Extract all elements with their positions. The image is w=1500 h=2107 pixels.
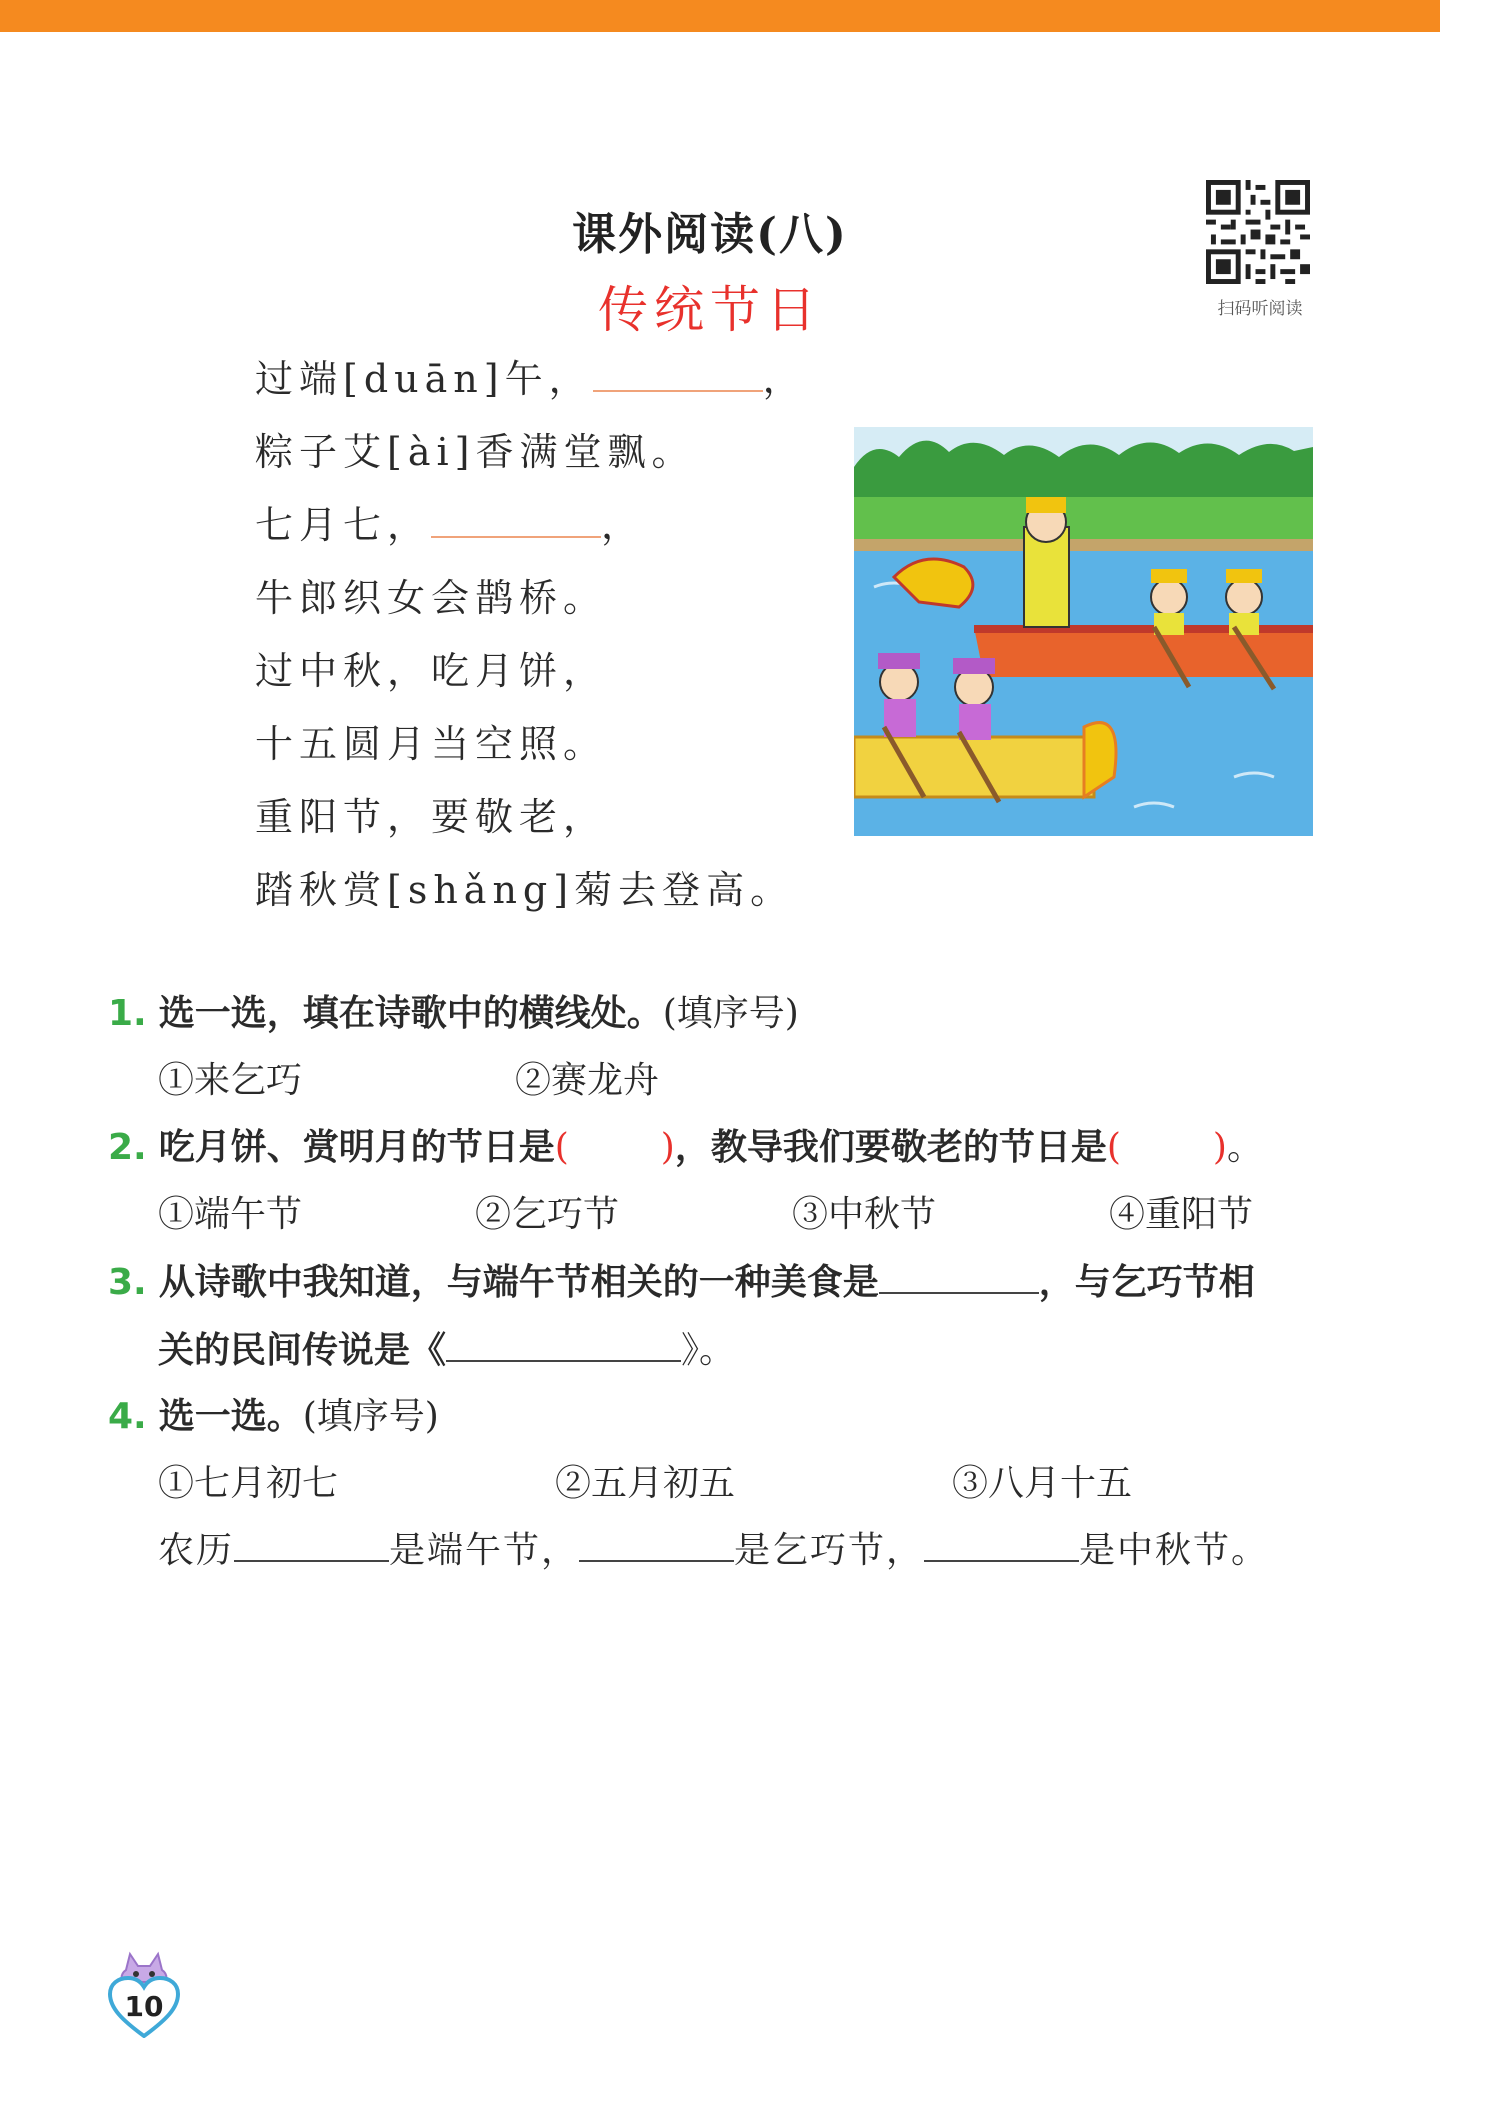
- question-number: 3.: [108, 1262, 147, 1303]
- poem-text: ，: [762, 357, 807, 401]
- answer-blank[interactable]: [446, 1330, 681, 1362]
- answer-line-text: 农历: [158, 1530, 235, 1571]
- option[interactable]: ④重阳节: [1109, 1194, 1254, 1235]
- answer-paren-open[interactable]: (: [1106, 1127, 1121, 1168]
- dragon-boat-illustration: [854, 427, 1313, 836]
- question-2: [108, 1119, 1263, 1170]
- poem-text: ，: [601, 503, 646, 547]
- qr-code-icon[interactable]: [1206, 180, 1310, 284]
- option[interactable]: ②乞巧节: [475, 1194, 620, 1235]
- question-text: ，与乞巧节相: [1038, 1261, 1255, 1303]
- question-4: [108, 1388, 439, 1439]
- question-text: 选一选。: [158, 1395, 303, 1437]
- question-text: 选一选，填在诗歌中的横线处。: [158, 992, 663, 1034]
- poem-line-7: 重阳节，要敬老，: [255, 795, 608, 839]
- answer-paren-open[interactable]: (: [554, 1127, 569, 1168]
- question-text: 吃月饼、赏明月的节日是: [158, 1126, 555, 1168]
- page-number: 10: [124, 1990, 164, 2023]
- answer-blank[interactable]: [879, 1262, 1039, 1294]
- question-text: 从诗歌中我知道，与端午节相关的一种美食是: [158, 1261, 879, 1303]
- answer-line-text: 是端午节，: [389, 1530, 580, 1571]
- poem-line-8: 踏秋赏[shǎng]菊去登高。: [255, 868, 795, 912]
- poem-text: 七月七，: [255, 503, 432, 547]
- option[interactable]: ③八月十五: [952, 1463, 1133, 1504]
- question-3-line-2: [158, 1322, 735, 1373]
- poem-line-2: 粽子艾[ài]香满堂飘。: [255, 430, 696, 474]
- answer-line-text: 是中秋节。: [1079, 1530, 1270, 1571]
- question-text: ，教导我们要敬老的节日是: [674, 1126, 1107, 1168]
- option[interactable]: ①端午节: [158, 1194, 303, 1235]
- section-title: 课外阅读(八): [572, 209, 848, 260]
- question-text: 》。: [681, 1330, 736, 1371]
- top-color-bar: [0, 0, 1440, 32]
- answer-blank[interactable]: [579, 1530, 734, 1562]
- answer-paren-close[interactable]: ): [660, 1127, 675, 1168]
- question-number: 4.: [108, 1396, 147, 1437]
- answer-blank[interactable]: [234, 1530, 389, 1562]
- question-number: 2.: [108, 1127, 147, 1168]
- question-text: 关的民间传说是《: [158, 1329, 447, 1371]
- poem: [255, 348, 855, 932]
- question-number: 1.: [108, 993, 147, 1034]
- poem-line-3: [255, 494, 855, 567]
- question-1: [108, 985, 799, 1036]
- poem-line-5: 过中秋，吃月饼，: [255, 649, 608, 693]
- question-end: 。: [1226, 1127, 1263, 1168]
- poem-line-6: 十五圆月当空照。: [255, 722, 608, 766]
- answer-paren-close[interactable]: ): [1212, 1127, 1227, 1168]
- option[interactable]: ②赛龙舟: [515, 1060, 660, 1101]
- qr-caption: 扫码听阅读: [1217, 299, 1303, 319]
- poem-text: 过端[duān]午，: [255, 357, 593, 401]
- question-3: [108, 1254, 1255, 1305]
- question-note: (填序号): [302, 1396, 439, 1437]
- poem-line-4: 牛郎织女会鹊桥。: [255, 576, 608, 620]
- question-note: (填序号): [662, 993, 799, 1034]
- page-number-badge: [108, 1950, 180, 2038]
- poem-line-1: [255, 348, 855, 421]
- answer-blank[interactable]: [924, 1530, 1079, 1562]
- question-4-answer-line: [158, 1522, 1269, 1573]
- option[interactable]: ②五月初五: [555, 1463, 736, 1504]
- option[interactable]: ③中秋节: [792, 1194, 937, 1235]
- article-title: 传统节日: [598, 281, 822, 339]
- option[interactable]: ①七月初七: [158, 1463, 339, 1504]
- poem-blank-2[interactable]: [431, 508, 601, 538]
- answer-line-text: 是乞巧节，: [734, 1530, 925, 1571]
- option[interactable]: ①来乞巧: [158, 1060, 303, 1101]
- poem-blank-1[interactable]: [593, 362, 763, 392]
